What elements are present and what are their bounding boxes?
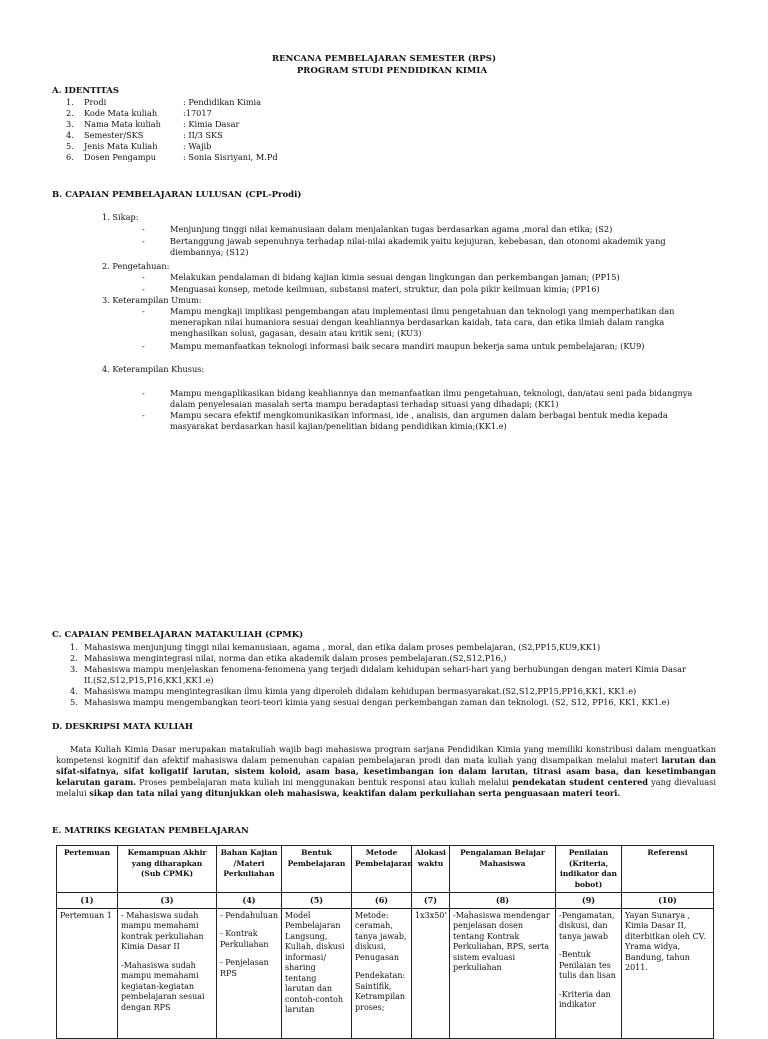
col-number: (4) bbox=[217, 893, 282, 909]
dash: - bbox=[142, 388, 145, 398]
matriks-heading: E. MATRIKS KEGIATAN PEMBELAJARAN bbox=[52, 826, 249, 836]
matriks-table bbox=[56, 845, 714, 1039]
col-number: (6) bbox=[352, 893, 412, 909]
cell-text: - Penjelasan RPS bbox=[220, 958, 269, 978]
cpl-item: Bertanggung jawab sepenuhnya terhadap nilai-nilai akademik yaitu kejujuran, kebebasan, dan otonomi akademik yang diembannya; (S12) bbox=[170, 236, 666, 257]
cell-penilaian bbox=[556, 908, 622, 1038]
dash: - bbox=[142, 306, 145, 316]
cell-text: Pendekatan: Saintifik, Ketrampilan proses; bbox=[355, 971, 406, 1012]
cpl-item: Menjunjung tinggi nilai kemanusiaan dalam menjalankan tugas berdasarkan agama ,moral dan etika; (S2) bbox=[170, 224, 613, 234]
deskripsi-text: Mata Kuliah Kimia Dasar merupakan matakuliah wajib bagi mahasiswa program sarjana Pendidikan Kimia yang memiliki konstribusi dalam menguatkan kompetensi kognitif dan afektif mahasiswa dalam pemenuhan capaian pembelajaran prodi dan mata kuliah yang disampaikan melalui materi bbox=[56, 744, 716, 765]
deskripsi-materi: larutan dan sifat-sifatnya, sifat koligatif larutan, sistem koloid, asam basa, kesetimbangan ion dalam larutan, titrasi asam basa, dan kesetimbangan kelarutan garam. bbox=[56, 755, 716, 787]
identitas-value: : Wajib bbox=[183, 141, 212, 151]
col-number: (7) bbox=[412, 893, 450, 909]
cell-text: -Bentuk Penilaian tes tulis dan lisan bbox=[559, 950, 616, 980]
col-number: (3) bbox=[118, 893, 217, 909]
col-number: (5) bbox=[282, 893, 352, 909]
cpmk-num: 1. bbox=[70, 642, 78, 652]
deskripsi-text: Proses pembelajaran mata kuliah ini menggunakan bentuk responsi atau kuliah melalui bbox=[136, 777, 513, 787]
cpmk-num: 4. bbox=[70, 686, 78, 696]
table-row bbox=[57, 908, 714, 1038]
cell-text: Metode: ceramah, tanya jawab, diskusi, Penugasan bbox=[355, 910, 407, 962]
col-header: Pertemuan bbox=[57, 846, 118, 893]
cell-metode bbox=[352, 908, 412, 1038]
cell-text: - Kontrak Perkuliahan bbox=[220, 929, 269, 949]
dash: - bbox=[142, 272, 145, 282]
cpl-group-label: 4. Keterampilan Khusus: bbox=[102, 364, 205, 374]
col-header: Metode Pembelajaran bbox=[352, 846, 412, 893]
cpl-item: Mampu secara efektif mengkomunikasikan informasi, ide , analisis, dan argumen dalam berbagai bentuk media kepada masyarakat berdasarkan hasil kajian/penelitian bidang pendidikan kimia;(KK1.e) bbox=[170, 410, 668, 431]
cell-bentuk: Model Pembelajaran Langsung, Kuliah, diskusi informasi/ sharing tentang larutan dan contoh-contoh larutan bbox=[282, 908, 352, 1038]
identitas-value: :17017 bbox=[183, 108, 212, 118]
cpmk-num: 3. bbox=[70, 664, 78, 674]
cpmk-heading: C. CAPAIAN PEMBELAJARAN MATAKULIAH (CPMK) bbox=[52, 630, 304, 640]
cpmk-item: Mahasiswa mampu mengintegrasikan ilmu kimia yang diperoleh didalam kehidupan bermasyarakat.(S2,S12,PP15,PP16,KK1, KK1.e) bbox=[84, 686, 637, 696]
document-title: RENCANA PEMBELAJARAN SEMESTER (RPS) bbox=[271, 54, 497, 64]
identitas-num: 1. bbox=[66, 97, 74, 107]
program-title: PROGRAM STUDI PENDIDIKAN KIMIA bbox=[296, 66, 488, 76]
col-number: (10) bbox=[622, 893, 714, 909]
identitas-value: : Kimia Dasar bbox=[183, 119, 240, 129]
cpmk-num: 5. bbox=[70, 697, 78, 707]
deskripsi-text: yang dievaluasi melalui bbox=[56, 777, 716, 798]
deskripsi-paragraph bbox=[56, 744, 716, 799]
col-header: Bahan Kajian /Materi Perkuliahan bbox=[217, 846, 282, 893]
cpl-group-label: 3. Keterampilan Umum: bbox=[102, 295, 202, 305]
identitas-label: Jenis Mata Kuliah bbox=[84, 141, 158, 151]
cpl-item: Melakukan pendalaman di bidang kajian kimia sesuai dengan lingkungan dan perkembangan jaman; (PP15) bbox=[170, 272, 620, 282]
cell-text: -Pengamatan, diskusi, dan tanya jawab bbox=[559, 910, 615, 941]
cell-referensi: Yayan Sunarya , Kimia Dasar II, diterbitkan oleh CV. Yrama widya, Bandung, tahun 2011. bbox=[622, 908, 714, 1038]
identitas-num: 3. bbox=[66, 119, 74, 129]
cell-text: -Kriteria dan indikator bbox=[559, 989, 611, 1009]
table-number-row bbox=[57, 893, 714, 909]
cpl-group-label: 2. Pengetahuan: bbox=[102, 261, 170, 271]
cpmk-num: 2. bbox=[70, 653, 78, 663]
col-number: (1) bbox=[57, 893, 118, 909]
cpl-heading: B. CAPAIAN PEMBELAJARAN LULUSAN (CPL-Prodi) bbox=[52, 190, 302, 200]
dash: - bbox=[142, 410, 145, 420]
col-header: Alokasi waktu bbox=[412, 846, 450, 893]
deskripsi-heading: D. DESKRIPSI MATA KULIAH bbox=[52, 722, 193, 732]
cell-text: - Pendahuluan bbox=[220, 910, 278, 920]
identitas-num: 6. bbox=[66, 152, 74, 162]
col-number: (8) bbox=[450, 893, 556, 909]
cpl-item: Menguasai konsep, metode keilmuan, substansi materi, struktur, dan pola pikir keilmuan kimia; (PP16) bbox=[170, 284, 600, 294]
cpmk-item: Mahasiswa mampu menjelaskan fenomena-fenomena yang terjadi didalam kehidupan sehari-hari yang berhubungan dengan materi Kimia Dasar bbox=[84, 664, 686, 674]
cell-subcpmk bbox=[118, 908, 217, 1038]
identitas-label: Prodi bbox=[84, 97, 107, 107]
dash: - bbox=[142, 224, 145, 234]
identitas-value: : Pendidikan Kimia bbox=[183, 97, 262, 107]
cpl-item: Mampu mengaplikasikan bidang keahliannya dan memanfaatkan ilmu pengetahuan, teknologi, dan/atau seni pada bidangnya dalam penyelesaian masalah serta mampu beradaptasi terhadap situasi yang dihadapi; (KK1) bbox=[170, 388, 693, 409]
identitas-value: : II/3 SKS bbox=[183, 130, 223, 140]
cpmk-item: Mahasiswa menjunjung tinggi nilai kemanusiaan, agama , moral, dan etika dalam proses pembelajaran, (S2,PP15,KU9,KK1) bbox=[84, 642, 601, 652]
col-number: (9) bbox=[556, 893, 622, 909]
col-header: Referensi bbox=[622, 846, 714, 893]
cell-alokasi: 1x3x50’ bbox=[412, 908, 450, 1038]
col-header: Pengalaman Belajar Mahasiswa bbox=[450, 846, 556, 893]
cpmk-item: Mahasiswa mampu mengembangkan teori-teori kimia yang sesuai dengan perkembangan zaman dan teknologi. (S2, S12, PP16, KK1, KK1.e) bbox=[84, 697, 670, 707]
dash: - bbox=[142, 341, 145, 351]
cell-text: -Mahasiswa sudah mampu memahami kegiatan-kegiatan pembelajaran sesuai dengan RPS bbox=[121, 960, 205, 1012]
identitas-label: Kode Mata kuliah bbox=[84, 108, 158, 118]
identitas-num: 5. bbox=[66, 141, 74, 151]
col-header: Bentuk Pembelajaran bbox=[282, 846, 352, 893]
dash: - bbox=[142, 284, 145, 294]
identitas-label: Nama Mata kuliah bbox=[84, 119, 161, 129]
cpmk-item: Mahasiswa mengintegrasi nilai, norma dan etika akademik dalam proses pembelajaran.(S2,S12,P16,) bbox=[84, 653, 507, 663]
cell-bahan bbox=[217, 908, 282, 1038]
cell-text: - Mahasiswa sudah mampu memahami kontrak perkuliahan Kimia Dasar II bbox=[121, 910, 204, 951]
cpl-group-label: 1. Sikap: bbox=[102, 212, 139, 222]
cell-pengalaman: -Mahasiswa mendengar penjelasan dosen tentang Kontrak Perkuliahan, RPS, serta sistem evaluasi perkuliahan bbox=[450, 908, 556, 1038]
identitas-num: 2. bbox=[66, 108, 74, 118]
deskripsi-evaluasi: sikap dan tata nilai yang ditunjukkan oleh mahasiswa, keaktifan dalam perkuliahan serta penguasaan materi teori. bbox=[89, 788, 621, 798]
cpl-item: Mampu mengkaji implikasi pengembangan atau implementasi ilmu pengetahuan dan teknologi yang memperhatikan dan menerapkan nilai humaniora sesuai dengan keahliannya berdasarkan kaidah, tata cara, dan etika ilmiah dalam rangka menghasilkan solusi, gagasan, desain atau kritik seni; (KU3) bbox=[170, 306, 675, 338]
cpl-item: Mampu memanfaatkan teknologi informasi baik secara mandiri maupun bekerja sama untuk pembelajaran; (KU9) bbox=[170, 341, 645, 351]
cpmk-item-cont: II.(S2,S12,P15,P16,KK1,KK1.e) bbox=[84, 675, 214, 685]
deskripsi-pendekatan: pendekatan student centered bbox=[512, 777, 648, 787]
col-header: Kemampuan Akhir yang diharapkan (Sub CPMK) bbox=[118, 846, 217, 893]
identitas-num: 4. bbox=[66, 130, 74, 140]
dash: - bbox=[142, 236, 145, 246]
identitas-value: : Sonia Sisriyani, M.Pd bbox=[183, 152, 278, 162]
cell-pertemuan: Pertemuan 1 bbox=[57, 908, 118, 1038]
identitas-label: Semester/SKS bbox=[84, 130, 144, 140]
identitas-label: Dosen Pengampu bbox=[84, 152, 157, 162]
identitas-heading: A. IDENTITAS bbox=[52, 86, 120, 96]
table-header-row bbox=[57, 846, 714, 893]
col-header: Penilaian (Kriteria, indikator dan bobot) bbox=[556, 846, 622, 893]
